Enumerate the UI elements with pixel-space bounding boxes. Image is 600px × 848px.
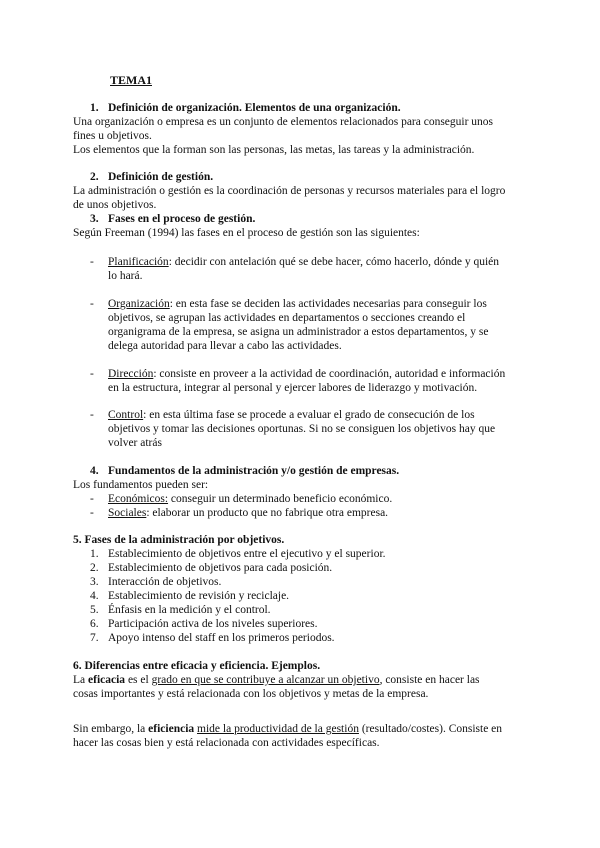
term-economicos: Económicos: xyxy=(108,493,169,505)
section-3-heading: Fases en el proceso de gestión. xyxy=(108,213,256,225)
ordered-item: Interacción de objetivos. xyxy=(108,576,222,588)
section-2-paragraph-line: de unos objetivos. xyxy=(73,199,157,211)
item-text-line: objetivos y tomar las decisiones oportunas. Si no se consiguen los objetivos hay que xyxy=(108,423,496,435)
item-text: : elaborar un producto que no fabrique otra empresa. xyxy=(146,507,389,519)
list-bullet-dash: - xyxy=(90,298,94,310)
item-text-line: objetivos, se agrupan las actividades en departamentos o secciones creando el xyxy=(108,312,466,324)
section-1-paragraph-line: Una organización o empresa es un conjunto de elementos relacionados para conseguir unos xyxy=(73,116,494,128)
section-1-number: 1. xyxy=(90,102,99,114)
term-sociales: Sociales xyxy=(108,507,147,519)
list-item xyxy=(108,506,388,520)
ordered-number: 2. xyxy=(90,562,99,574)
ordered-number: 7. xyxy=(90,632,99,644)
item-text: : en esta fase se deciden las actividades necesarias para conseguir los xyxy=(169,298,487,310)
section-5-heading: 5. Fases de la administración por objetivos. xyxy=(73,534,285,546)
term-planificacion: Planificación xyxy=(108,256,169,268)
section-2-number: 2. xyxy=(90,171,99,183)
ordered-number: 4. xyxy=(90,590,99,602)
ordered-item: Énfasis en la medición y el control. xyxy=(108,604,271,616)
section-6-heading: 6. Diferencias entre eficacia y eficiencia. Ejemplos. xyxy=(73,660,321,672)
section-3-intro: Según Freeman (1994) las fases en el proceso de gestión son las siguientes: xyxy=(73,227,420,239)
term-eficiencia: eficiencia xyxy=(148,723,195,735)
underlined-phrase: grado en que se contribuye a alcanzar un objetivo xyxy=(151,674,380,686)
list-item xyxy=(108,492,392,506)
term-eficacia: eficacia xyxy=(88,674,126,686)
item-text: : decidir con antelación qué se debe hacer, cómo hacerlo, dónde y quién xyxy=(168,256,500,268)
item-text: : consiste en proveer a la actividad de coordinación, autoridad e información xyxy=(153,368,506,380)
section-2-heading: Definición de gestión. xyxy=(108,171,214,183)
list-item xyxy=(108,255,499,269)
ordered-number: 5. xyxy=(90,604,99,616)
section-6-paragraph-line: hacer las cosas bien y está relacionada con actividades específicas. xyxy=(73,737,380,749)
item-text-line: en la estructura, integrar al personal y ejercer labores de liderazgo y motivación. xyxy=(108,382,478,394)
term-organizacion: Organización xyxy=(108,298,170,310)
ordered-item: Apoyo intenso del staff en los primeros periodos. xyxy=(108,632,335,644)
ordered-number: 6. xyxy=(90,618,99,630)
section-6-paragraph-line xyxy=(73,673,480,687)
document-title: TEMA1 xyxy=(110,73,152,87)
ordered-item: Participación activa de los niveles superiores. xyxy=(108,618,318,630)
list-bullet-dash: - xyxy=(90,256,94,268)
text: es el xyxy=(125,674,152,686)
underlined-phrase: mide la productividad de la gestión xyxy=(197,723,359,735)
section-4-heading: Fundamentos de la administración y/o gestión de empresas. xyxy=(108,465,400,477)
list-bullet-dash: - xyxy=(90,507,94,519)
text: Sin embargo, la xyxy=(73,723,149,735)
item-text-line: organigrama de la empresa, se asigna un administrador a estos departamentos, y se xyxy=(108,326,489,338)
text: (resultado/costes). Consiste en xyxy=(358,723,503,735)
list-item xyxy=(108,297,487,311)
term-control: Control xyxy=(108,409,144,421)
section-6-paragraph-line xyxy=(73,722,502,736)
ordered-number: 3. xyxy=(90,576,99,588)
section-2-paragraph-line: La administración o gestión es la coordinación de personas y recursos materiales para el logro xyxy=(73,185,506,197)
section-4-intro: Los fundamentos pueden ser: xyxy=(73,479,209,491)
list-bullet-dash: - xyxy=(90,493,94,505)
list-item xyxy=(108,408,475,422)
ordered-item: Establecimiento de objetivos para cada posición. xyxy=(108,562,333,574)
item-text: conseguir un determinado beneficio económico. xyxy=(168,493,393,505)
ordered-item: Establecimiento de objetivos entre el ejecutivo y el superior. xyxy=(108,548,386,560)
text: , consiste en hacer las xyxy=(379,674,480,686)
ordered-number: 1. xyxy=(90,548,99,560)
list-bullet-dash: - xyxy=(90,368,94,380)
item-text-line: delega autoridad para llevar a cabo las actividades. xyxy=(108,340,342,352)
item-text: : en esta última fase se procede a evaluar el grado de consecución de los xyxy=(143,409,475,421)
section-4-number: 4. xyxy=(90,465,99,477)
item-text-line: lo hará. xyxy=(108,270,143,282)
section-6-paragraph-line: cosas importantes y está relacionada con los objetivos y metas de la empresa. xyxy=(73,688,429,700)
section-1-heading: Definición de organización. Elementos de una organización. xyxy=(108,102,401,114)
section-3-number: 3. xyxy=(90,213,99,225)
text: La xyxy=(73,674,89,686)
section-1-paragraph-line: fines u objetivos. xyxy=(73,130,152,142)
list-bullet-dash: - xyxy=(90,409,94,421)
term-direccion: Dirección xyxy=(108,368,154,380)
item-text-line: volver atrás xyxy=(108,437,162,449)
section-1-paragraph-line: Los elementos que la forman son las personas, las metas, las tareas y la administración. xyxy=(73,144,475,156)
ordered-item: Establecimiento de revisión y reciclaje. xyxy=(108,590,290,602)
list-item xyxy=(108,367,505,381)
